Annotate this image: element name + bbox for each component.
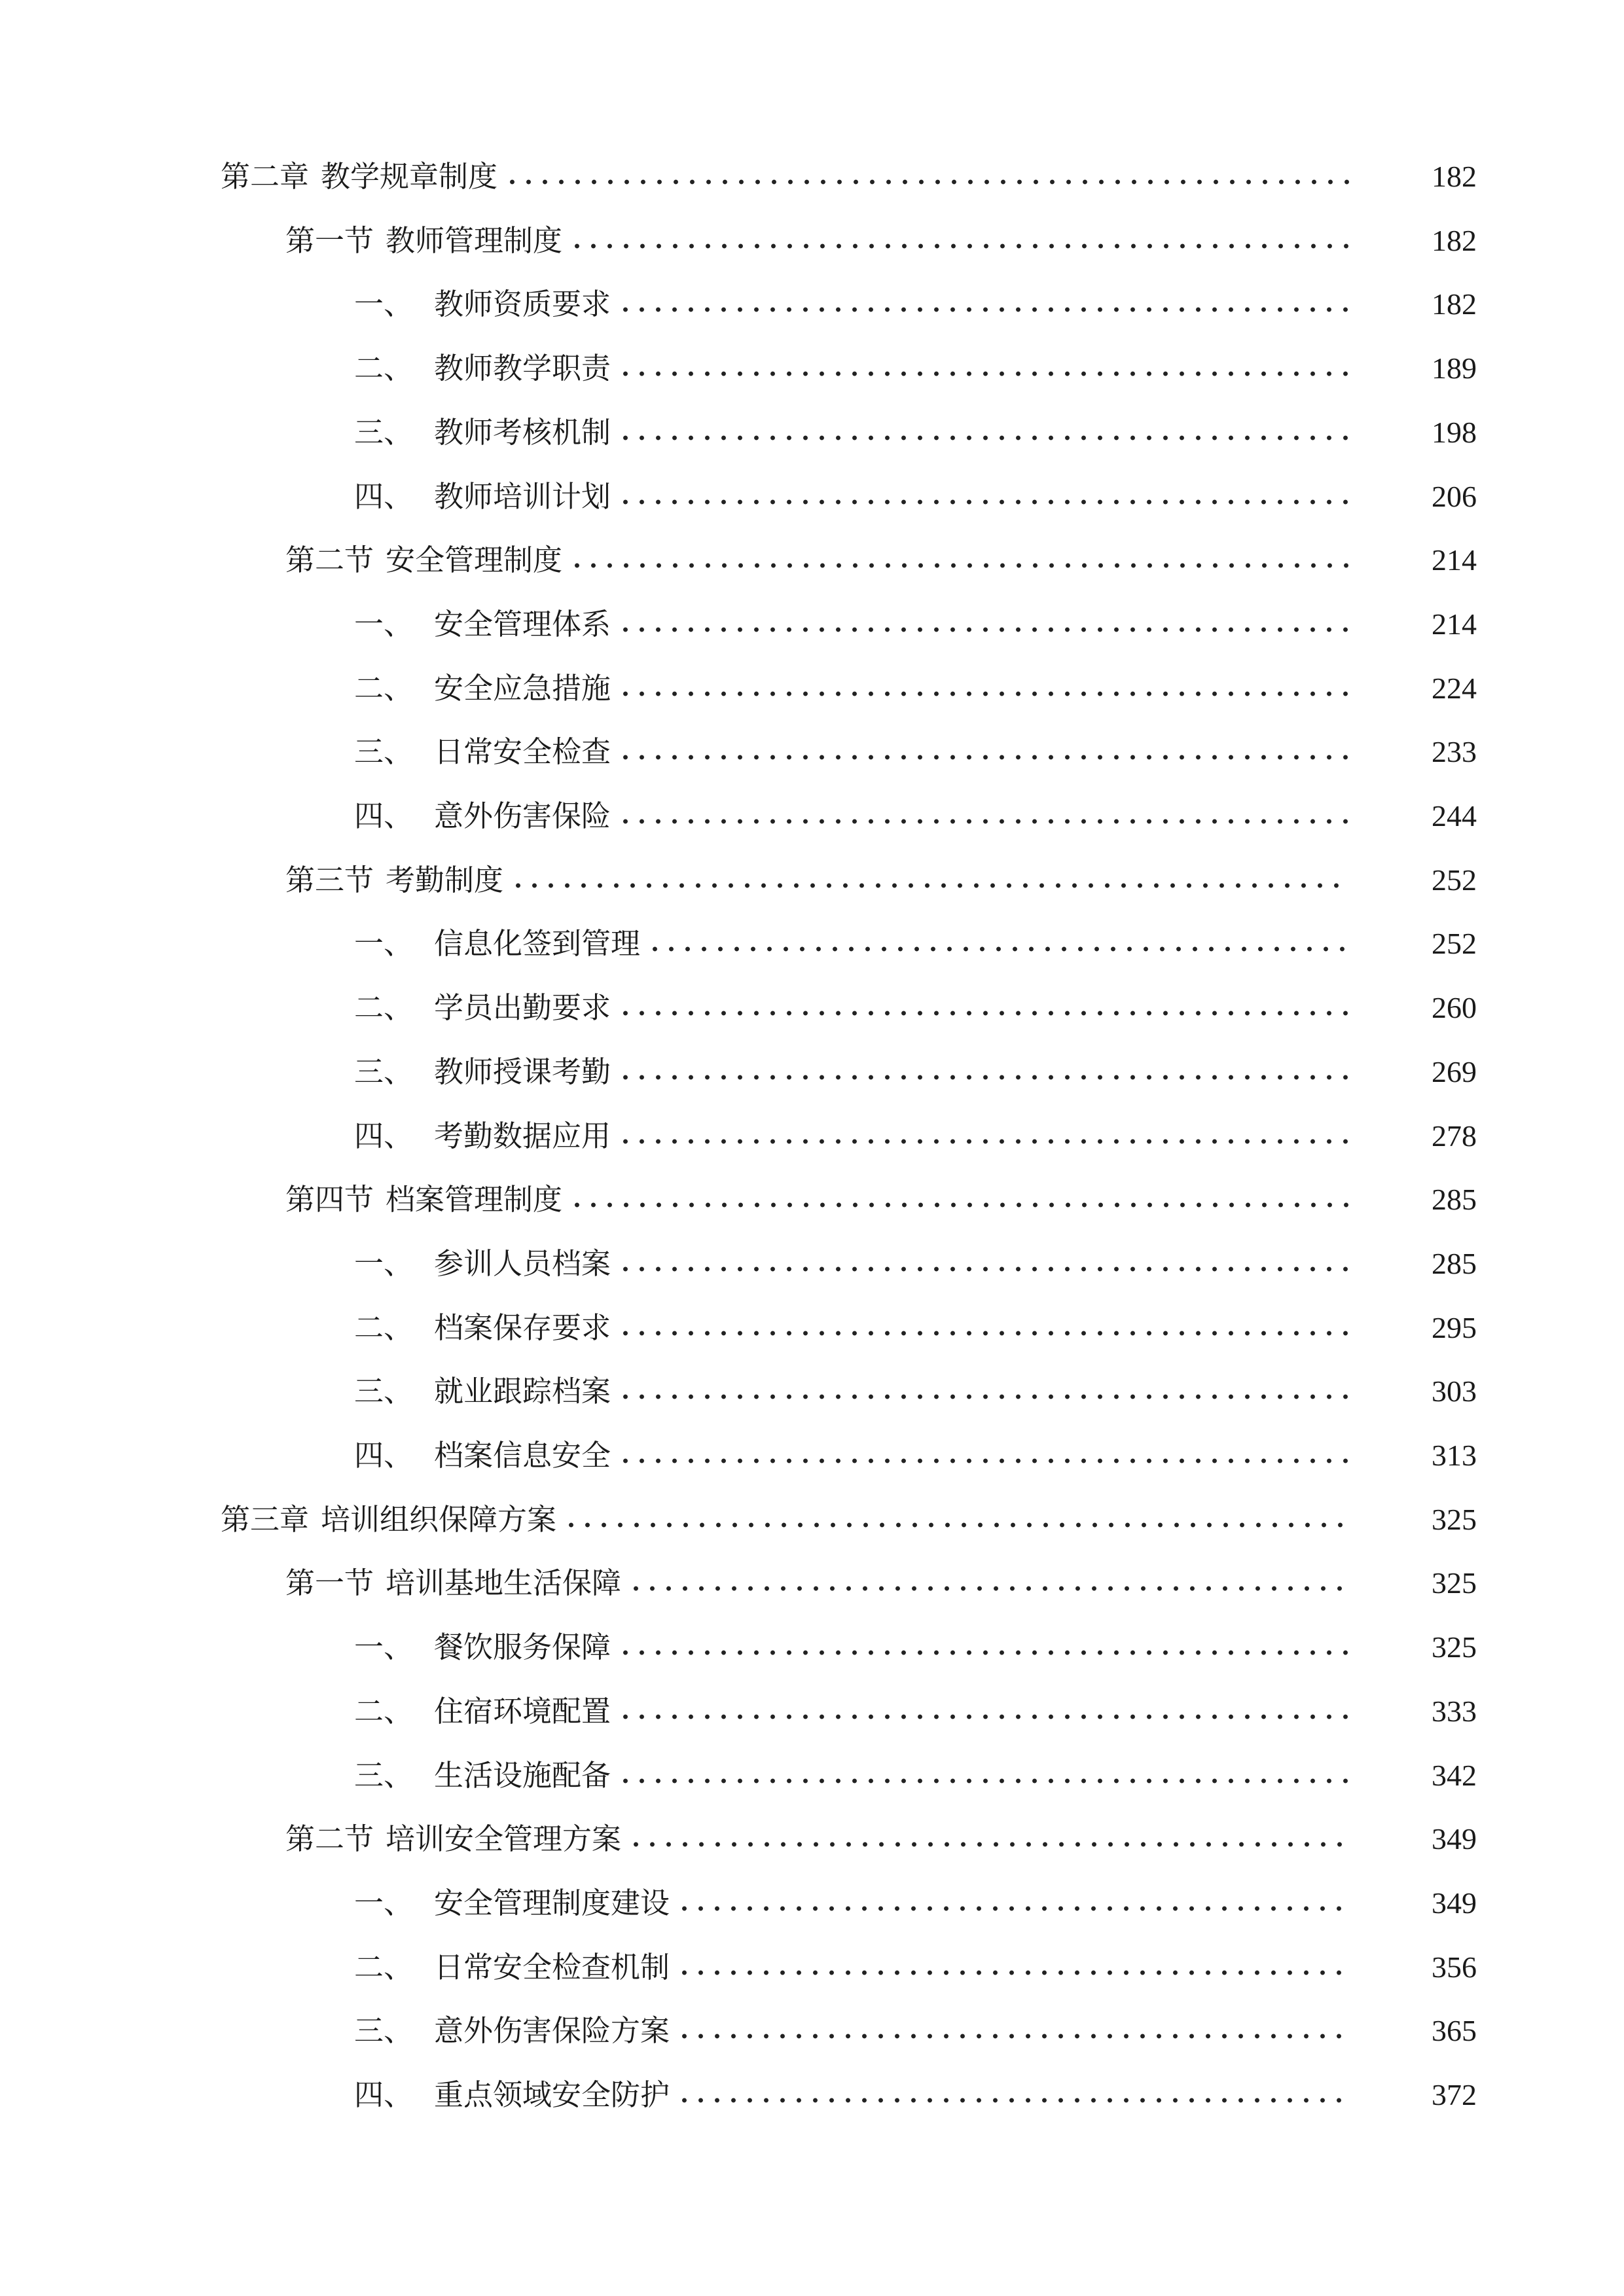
toc-entry-heading [0,921,640,967]
toc-entry-title: 安全管理体系 [434,607,611,641]
toc-dot-leader [510,857,1350,903]
toc-entry-title: 生活设施配备 [434,1758,611,1793]
toc-entry-heading [0,985,611,1031]
toc-entry-heading [0,2072,670,2118]
toc-dot-leader [676,2072,1350,2118]
toc-entry-title: 重点领域安全防护 [434,2077,670,2112]
toc-entry-number: 四、 [354,1438,414,1473]
toc-entry-number: 三、 [354,415,414,450]
toc-dot-leader [617,474,1350,520]
toc-entry-number: 一、 [354,1630,414,1664]
toc-entry-heading [0,1433,611,1479]
toc-entry-number: 四、 [354,479,414,514]
toc-entry-title: 教师管理制度 [386,223,563,258]
toc-entry-item[interactable] [0,2072,1624,2118]
toc-entry-section[interactable] [0,1177,1624,1223]
toc-page-number: 365 [1432,2014,1477,2047]
toc-entry-item[interactable] [0,666,1624,711]
toc-entry-heading [0,1689,611,1734]
toc-entry-heading [0,1880,670,1926]
toc-entry-item[interactable] [0,1433,1624,1479]
toc-page-number: 295 [1432,1311,1477,1344]
toc-entry-heading [0,1177,562,1223]
toc-entry-item[interactable] [0,1305,1624,1351]
toc-dot-leader [617,601,1350,647]
toc-entry-heading [0,410,611,456]
toc-entry-item[interactable] [0,1113,1624,1159]
toc-page-number: 313 [1432,1439,1477,1472]
toc-entry-item[interactable] [0,1369,1624,1414]
toc-entry-item[interactable] [0,1880,1624,1926]
toc-entry-heading [0,729,611,775]
toc-entry-item[interactable] [0,1945,1624,1990]
toc-entry-title: 日常安全检查 [434,734,611,769]
toc-entry-number: 一、 [354,1246,414,1281]
toc-entry-item[interactable] [0,793,1624,839]
toc-dot-leader [676,1880,1350,1926]
toc-entry-heading [0,218,562,264]
toc-dot-leader [617,1241,1350,1287]
toc-entry-item[interactable] [0,346,1624,391]
toc-page-number: 333 [1432,1695,1477,1728]
toc-entry-heading [0,2008,670,2054]
toc-entry-number: 二、 [354,1310,414,1345]
toc-dot-leader [569,218,1350,264]
toc-entry-heading [0,474,611,520]
toc-page-number: 325 [1432,1503,1477,1536]
toc-entry-heading [0,1816,621,1862]
toc-entry-title: 教师培训计划 [434,479,611,514]
toc-entry-number: 第二章 [221,159,310,194]
toc-entry-title: 住宿环境配置 [434,1694,611,1729]
toc-entry-heading [0,1369,611,1414]
toc-entry-heading [0,1497,556,1543]
toc-dot-leader [647,921,1350,967]
toc-entry-title: 档案信息安全 [434,1438,611,1473]
toc-dot-leader [617,1433,1350,1479]
toc-page-number: 244 [1432,799,1477,833]
toc-entry-item[interactable] [0,921,1624,967]
toc-dot-leader [617,410,1350,456]
toc-entry-title: 餐饮服务保障 [434,1630,611,1664]
toc-entry-item[interactable] [0,1753,1624,1799]
toc-entry-title: 学员出勤要求 [434,990,611,1025]
toc-page-number: 224 [1432,672,1477,705]
toc-dot-leader [617,346,1350,391]
toc-entry-number: 四、 [354,2077,414,2112]
toc-dot-leader [617,1305,1350,1351]
toc-entry-heading [0,1049,611,1095]
toc-entry-heading [0,666,611,711]
toc-dot-leader [617,793,1350,839]
toc-entry-item[interactable] [0,1689,1624,1734]
toc-entry-number: 三、 [354,1758,414,1793]
toc-page-number: 233 [1432,735,1477,768]
toc-entry-heading [0,154,497,200]
toc-page-number: 303 [1432,1374,1477,1408]
toc-page-number: 349 [1432,1886,1477,1920]
toc-dot-leader [569,537,1350,583]
toc-entry-item[interactable] [0,601,1624,647]
toc-entry-number: 第一节 [285,223,374,258]
toc-entry-number: 第三章 [221,1502,310,1537]
toc-entry-title: 教师考核机制 [434,415,611,450]
toc-entry-title: 安全管理制度 [386,543,563,577]
toc-entry-title: 安全管理制度建设 [434,1886,670,1920]
toc-entry-title: 档案管理制度 [386,1182,563,1217]
toc-entry-title: 参训人员档案 [434,1246,611,1281]
toc-entry-chapter[interactable] [0,154,1624,200]
toc-entry-number: 第四节 [285,1182,374,1217]
toc-dot-leader [617,1624,1350,1670]
toc-entry-heading [0,1945,670,1990]
toc-entry-title: 考勤制度 [386,863,504,897]
toc-entry-title: 考勤数据应用 [434,1119,611,1153]
toc-entry-heading [0,793,611,839]
toc-entry-item[interactable] [0,1624,1624,1670]
toc-entry-item[interactable] [0,729,1624,775]
toc-entry-section[interactable] [0,218,1624,264]
toc-entry-title: 就业跟踪档案 [434,1374,611,1408]
toc-page-number: 182 [1432,287,1477,321]
toc-entry-number: 一、 [354,607,414,641]
toc-entry-number: 二、 [354,351,414,386]
toc-entry-number: 二、 [354,671,414,706]
toc-entry-number: 三、 [354,734,414,769]
toc-entry-number: 二、 [354,1950,414,1984]
toc-entry-number: 一、 [354,287,414,321]
toc-entry-chapter[interactable] [0,1497,1624,1543]
toc-entry-item[interactable] [0,2008,1624,2054]
toc-page-number: 252 [1432,863,1477,897]
toc-entry-item[interactable] [0,1049,1624,1095]
toc-entry-title: 档案保存要求 [434,1310,611,1345]
toc-page-number: 269 [1432,1055,1477,1088]
toc-page-number: 214 [1432,607,1477,641]
toc-entry-number: 二、 [354,990,414,1025]
toc-entry-item[interactable] [0,281,1624,327]
toc-entry-section[interactable] [0,1816,1624,1862]
toc-entry-title: 教师资质要求 [434,287,611,321]
toc-entry-heading [0,1113,611,1159]
toc-entry-section[interactable] [0,857,1624,903]
toc-entry-heading [0,1305,611,1351]
toc-dot-leader [563,1497,1350,1543]
toc-page-number: 260 [1432,991,1477,1024]
toc-entry-heading [0,857,503,903]
toc-entry-number: 三、 [354,1054,414,1089]
toc-entry-number: 一、 [354,926,414,961]
toc-dot-leader [617,1753,1350,1799]
toc-dot-leader [617,985,1350,1031]
toc-entry-number: 四、 [354,1119,414,1153]
toc-page-number: 325 [1432,1630,1477,1664]
toc-entry-title: 培训安全管理方案 [386,1821,622,1856]
toc-page-number: 285 [1432,1183,1477,1216]
toc-dot-leader [569,1177,1350,1223]
toc-entry-heading [0,1753,611,1799]
toc-page-number: 325 [1432,1566,1477,1600]
toc-page-number: 285 [1432,1247,1477,1280]
toc-dot-leader [676,1945,1350,1990]
toc-dot-leader [617,1689,1350,1734]
toc-entry-section[interactable] [0,537,1624,583]
toc-page-number: 198 [1432,416,1477,449]
toc-page-number: 182 [1432,160,1477,193]
toc-entry-section[interactable] [0,1560,1624,1606]
toc-dot-leader [617,1369,1350,1414]
toc-entry-number: 第二节 [285,1821,374,1856]
toc-entry-title: 信息化签到管理 [434,926,641,961]
toc-entry-item[interactable] [0,410,1624,456]
toc-entry-heading [0,1560,621,1606]
toc-entry-title: 培训组织保障方案 [321,1502,557,1537]
toc-page-number: 372 [1432,2078,1477,2111]
toc-dot-leader [617,1113,1350,1159]
toc-dot-leader [617,1049,1350,1095]
toc-entry-item[interactable] [0,474,1624,520]
toc-entry-title: 教师教学职责 [434,351,611,386]
toc-entry-number: 第三节 [285,863,374,897]
toc-dot-leader [617,281,1350,327]
toc-entry-number: 第一节 [285,1566,374,1600]
toc-entry-number: 三、 [354,1374,414,1408]
toc-entry-heading [0,1241,611,1287]
toc-entry-title: 教师授课考勤 [434,1054,611,1089]
toc-page-number: 342 [1432,1759,1477,1792]
toc-entry-number: 第二节 [285,543,374,577]
toc-dot-leader [676,2008,1350,2054]
toc-entry-heading [0,281,611,327]
toc-dot-leader [617,729,1350,775]
toc-page-number: 189 [1432,351,1477,385]
toc-entry-item[interactable] [0,985,1624,1031]
toc-page-number: 252 [1432,927,1477,960]
toc-page-number: 349 [1432,1822,1477,1856]
toc-page-number: 356 [1432,1950,1477,1984]
toc-entry-heading [0,601,611,647]
toc-entry-title: 意外伤害保险 [434,798,611,833]
toc-entry-heading [0,1624,611,1670]
toc-entry-title: 培训基地生活保障 [386,1566,622,1600]
toc-entry-number: 二、 [354,1694,414,1729]
toc-page-number: 278 [1432,1119,1477,1153]
toc-entry-heading [0,537,562,583]
toc-page-number: 214 [1432,543,1477,577]
toc-entry-title: 意外伤害保险方案 [434,2013,670,2048]
toc-entry-number: 四、 [354,798,414,833]
toc-entry-title: 安全应急措施 [434,671,611,706]
toc-dot-leader [628,1560,1350,1606]
toc-entry-title: 教学规章制度 [321,159,498,194]
toc-page-number: 206 [1432,480,1477,513]
toc-entry-title: 日常安全检查机制 [434,1950,670,1984]
toc-entry-heading [0,346,611,391]
toc-dot-leader [628,1816,1350,1862]
toc-page-number: 182 [1432,224,1477,257]
toc-dot-leader [617,666,1350,711]
toc-entry-item[interactable] [0,1241,1624,1287]
toc-entry-number: 三、 [354,2013,414,2048]
toc-dot-leader [504,154,1350,200]
toc-entry-number: 一、 [354,1886,414,1920]
